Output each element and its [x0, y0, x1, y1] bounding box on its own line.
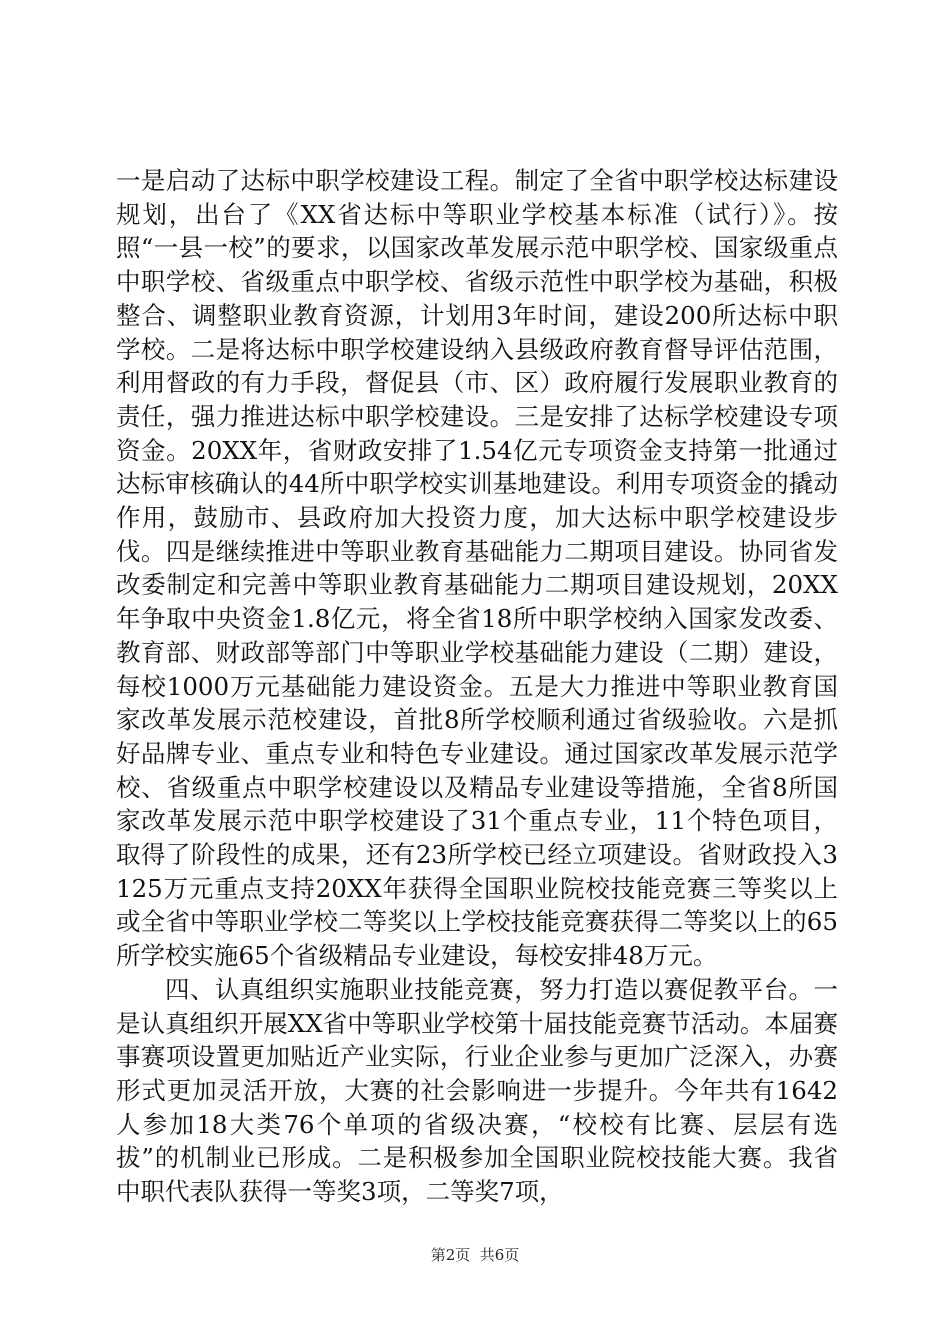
document-body: [116, 164, 838, 1209]
paragraph-2: 四、认真组织实施职业技能竞赛，努力打造以赛促教平台。一是认真组织开展XX省中等职业学校第十届技能竞赛节活动。本届赛事赛项设置更加贴近产业实际，行业企业参与更加广泛深入，办赛形式更加灵活开放，大赛的社会影响进一步提升。今年共有1642人参加18大类76个单项的省级决赛，“校校有比赛、层层有选拔”的机制业已形成。二是积极参加全国职业院校技能大赛。我省中职代表队获得一等奖3项，二等奖7项，: [116, 974, 838, 1207]
page-number: 第2页 共6页: [430, 1246, 520, 1264]
page-footer: [0, 1244, 950, 1265]
paragraph-1: 一是启动了达标中职学校建设工程。制定了全省中职学校达标建设规划，出台了《XX省达标中等职业学校基本标准（试行）》。按照“一县一校”的要求，以国家改革发展示范中职学校、国家级重点中职学校、省级重点中职学校、省级示范性中职学校为基础，积极整合、调整职业教育资源，计划用3年时间，建设200所达标中职学校。二是将达标中职学校建设纳入县级政府教育督导评估范围，利用督政的有力手段，督促县（市、区）政府履行发展职业教育的责任，强力推进达标中职学校建设。三是安排了达标学校建设专项资金。20XX年，省财政安排了1.54亿元专项资金支持第一批通过达标审核确认的44所中职学校实训基地建设。利用专项资金的撬动作用，鼓励市、县政府加大投资力度，加大达标中职学校建设步伐。四是继续推进中等职业教育基础能力二期项目建设。协同省发改委制定和完善中等职业教育基础能力二期项目建设规划，20XX年争取中央资金1.8亿元，将全省18所中职学校纳入国家发改委、教育部、财政部等部门中等职业学校基础能力建设（二期）建设，每校1000万元基础能力建设资金。五是大力推进中等职业教育国家改革发展示范校建设，首批8所学校顺利通过省级验收。六是抓好品牌专业、重点专业和特色专业建设。通过国家改革发展示范学校、省级重点中职学校建设以及精品专业建设等措施，全省8所国家改革发展示范中职学校建设了31个重点专业，11个特色项目，取得了阶段性的成果，还有23所学校已经立项建设。省财政投入3125万元重点支持20XX年获得全国职业院校技能竞赛三等奖以上或全省中等职业学校二等奖以上学校技能竞赛获得二等奖以上的65所学校实施65个省级精品专业建设，每校安排48万元。: [116, 166, 838, 971]
